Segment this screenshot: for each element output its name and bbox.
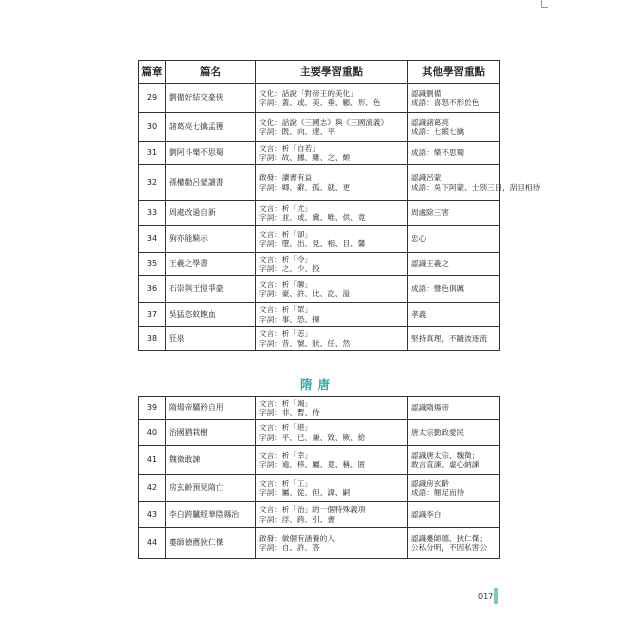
chapter-number: 29 <box>139 84 166 113</box>
main-focus-line: 字詞：墮、出、見、相、目、馨 <box>259 239 366 248</box>
main-focus-line: 文言：析「聊」 <box>259 279 313 289</box>
other-focus-line: 認識房玄齡 <box>411 478 449 488</box>
other-focus-cell <box>408 475 500 502</box>
other-focus-line: 堅持真理，不隨波逐流 <box>411 333 487 343</box>
main-focus-line: 字詞：豪、許、比、訖、溢 <box>259 289 351 298</box>
other-focus-line: 成語：翹足而待 <box>411 488 465 497</box>
other-focus-line: 認識呂蒙 <box>411 173 442 183</box>
main-focus-cell <box>256 502 408 528</box>
other-focus-cell <box>408 276 500 303</box>
other-focus-cell <box>408 113 500 142</box>
main-focus-line: 字詞：平、已、兼、致、厥、給 <box>259 432 366 442</box>
table-row <box>139 165 500 201</box>
main-focus-line: 文言：析「竭」 <box>259 398 313 408</box>
page-number: 017 <box>478 592 494 601</box>
main-focus-cell <box>256 84 408 113</box>
main-focus-cell <box>256 113 408 142</box>
other-focus-cell <box>408 303 500 327</box>
chapter-number: 40 <box>139 420 166 446</box>
lesson-title: 隋煬帝驕矜自用 <box>166 397 256 420</box>
table-row <box>139 201 500 226</box>
lesson-title: 婁師德薦狄仁傑 <box>166 528 256 559</box>
other-focus-line: 成語：聲色俱厲 <box>411 284 465 294</box>
other-focus-line: 公私分明，不因私害公 <box>411 543 487 552</box>
main-focus-line: 字詞：既、向、達、平 <box>259 127 335 136</box>
chapter-number: 38 <box>139 327 166 351</box>
header-other-focus: 其他學習重點 <box>408 61 500 84</box>
table-row <box>139 276 500 303</box>
main-focus-cell <box>256 446 408 475</box>
chapter-number: 30 <box>139 113 166 142</box>
table-body-top <box>139 84 541 351</box>
lesson-title: 吳猛恣蚊飽血 <box>166 303 256 327</box>
other-focus-cell <box>408 84 500 113</box>
lesson-title: 狗亦能騎示 <box>166 226 256 253</box>
chapter-number: 35 <box>139 253 166 276</box>
lesson-title: 王羲之學書 <box>166 253 256 276</box>
main-focus-line: 字詞：非、暫、侍 <box>259 408 320 417</box>
lesson-title: 狂泉 <box>166 327 256 351</box>
chapter-number: 39 <box>139 397 166 420</box>
main-focus-cell <box>256 420 408 446</box>
other-focus-line: 認識劉備 <box>411 88 442 98</box>
other-focus-line: 認識唐太宗、魏徵； <box>411 450 480 460</box>
chapter-number: 33 <box>139 201 166 226</box>
page-accent-bar <box>494 588 498 604</box>
main-focus-line: 字詞：故、據、雖、之、頗 <box>259 153 351 162</box>
other-focus-line: 成語：喜怒不形於色 <box>411 98 480 107</box>
other-focus-line: 認識王羲之 <box>411 259 449 269</box>
chapter-number: 31 <box>139 142 166 165</box>
table-row <box>139 253 500 276</box>
other-focus-line: 孝義 <box>411 309 427 319</box>
main-focus-cell <box>256 475 408 502</box>
section-title: 隋唐 <box>300 377 336 392</box>
main-focus-line: 文言：析「尤」 <box>259 203 313 213</box>
table-row <box>139 446 500 475</box>
other-focus-line: 唐太宗勤政愛民 <box>411 427 465 437</box>
lessons-table-bottom <box>138 396 500 559</box>
lesson-title: 周處改過自新 <box>166 201 256 226</box>
other-focus-line: 成語：樂不思蜀 <box>411 148 465 158</box>
other-focus-cell <box>408 420 500 446</box>
table-row <box>139 113 500 142</box>
chapter-number: 42 <box>139 475 166 502</box>
other-focus-line: 周處除三害 <box>411 208 449 218</box>
main-focus-line: 文言：析「治」的一個特殊義項 <box>259 505 366 515</box>
table-row <box>139 397 500 420</box>
main-focus-cell <box>256 165 408 201</box>
lesson-title: 石崇與王愷爭豪 <box>166 276 256 303</box>
chapter-number: 34 <box>139 226 166 253</box>
other-focus-cell <box>408 226 500 253</box>
other-focus-line: 認識隋煬帝 <box>411 403 449 413</box>
chapter-number: 44 <box>139 528 166 559</box>
other-focus-cell <box>408 502 500 528</box>
main-focus-line: 字詞：昔、號、狀、任、然 <box>259 338 351 348</box>
main-focus-line: 字詞：逾、移、屬、竟、稱、匿 <box>259 460 366 469</box>
other-focus-cell <box>408 165 541 201</box>
table-row <box>139 84 500 113</box>
main-focus-line: 字詞：屬、從、但、諱、嗣 <box>259 488 351 497</box>
other-focus-line: 成語：七縱七擒 <box>411 127 465 136</box>
table-row <box>139 528 500 559</box>
main-focus-line: 文言：析「工」 <box>259 478 313 488</box>
corner-crop-mark <box>541 0 548 8</box>
main-focus-line: 啟發：做個有涵養的人 <box>259 533 335 543</box>
main-focus-line: 字詞：蓋、或、美、垂、顧、形、色 <box>259 98 381 107</box>
main-focus-line: 字詞：卿、辭、孤、就、更 <box>259 182 351 192</box>
table-row <box>139 303 500 327</box>
lesson-title: 治國猶栽樹 <box>166 420 256 446</box>
main-focus-cell <box>256 276 408 303</box>
main-focus-cell <box>256 253 408 276</box>
main-focus-line: 字詞：浮、跨、引、書 <box>259 514 335 524</box>
main-focus-cell <box>256 397 408 420</box>
main-focus-line: 文言：析「卻」 <box>259 229 313 239</box>
main-focus-line: 文言：析「眾」 <box>259 305 313 315</box>
other-focus-cell <box>408 528 500 559</box>
lesson-title: 李白跨驢經華陰縣治 <box>166 502 256 528</box>
other-focus-cell <box>408 201 500 226</box>
chapter-number: 43 <box>139 502 166 528</box>
chapter-number: 41 <box>139 446 166 475</box>
main-focus-cell <box>256 226 408 253</box>
main-focus-line: 文言：析「幸」 <box>259 450 313 460</box>
lesson-title: 房玄齡預見隋亡 <box>166 475 256 502</box>
main-focus-cell <box>256 201 408 226</box>
table-row <box>139 226 500 253</box>
main-focus-line: 字詞：之、少、投 <box>259 264 320 273</box>
lesson-title: 劉阿斗樂不思蜀 <box>166 142 256 165</box>
other-focus-line: 忠心 <box>411 234 427 244</box>
lesson-title: 魏徵敢諫 <box>166 446 256 475</box>
other-focus-cell <box>408 327 500 351</box>
main-focus-line: 啟發：讀書有益 <box>259 173 313 183</box>
table-row <box>139 327 500 351</box>
chapter-number: 36 <box>139 276 166 303</box>
table-header-row <box>139 61 500 84</box>
table-row <box>139 502 500 528</box>
other-focus-cell <box>408 253 500 276</box>
other-focus-line: 認識婁師德、狄仁傑； <box>411 533 487 543</box>
main-focus-cell <box>256 528 408 559</box>
lessons-table-top <box>138 60 541 351</box>
main-focus-cell <box>256 303 408 327</box>
main-focus-cell <box>256 327 408 351</box>
other-focus-line: 認識諸葛亮 <box>411 117 449 127</box>
main-focus-line: 文言：析「堪」 <box>259 423 313 433</box>
table-body-bottom <box>139 397 500 559</box>
main-focus-line: 文化：話說「對帝王的美化」 <box>259 88 358 98</box>
main-focus-line: 文言：析「自若」 <box>259 143 320 153</box>
lesson-title: 劉備好結交豪俠 <box>166 84 256 113</box>
main-focus-line: 字詞：事、恐、揮 <box>259 314 320 324</box>
other-focus-line: 認識李白 <box>411 509 442 519</box>
other-focus-line: 敢言直諫、虛心納諫 <box>411 460 480 469</box>
other-focus-cell <box>408 397 500 420</box>
main-focus-cell <box>256 142 408 165</box>
header-chapter: 篇章 <box>139 61 166 84</box>
main-focus-line: 字詞：自、許、答 <box>259 543 320 552</box>
lesson-title: 孫權勸呂蒙讀書 <box>166 165 256 201</box>
header-main-focus: 主要學習重點 <box>256 61 408 84</box>
main-focus-line: 文言：析「令」 <box>259 254 313 264</box>
other-focus-line: 成語：吳下阿蒙、士別三日，刮目相待 <box>411 182 541 192</box>
table-row <box>139 420 500 446</box>
lesson-title: 諸葛亮七擒孟獲 <box>166 113 256 142</box>
chapter-number: 32 <box>139 165 166 201</box>
main-focus-line: 文化：話說《三國志》與《三國演義》 <box>259 117 389 127</box>
other-focus-cell <box>408 446 500 475</box>
other-focus-cell <box>408 142 500 165</box>
table-row <box>139 142 500 165</box>
main-focus-line: 字詞：並、或、冀、唯、供、竟 <box>259 213 366 222</box>
main-focus-line: 文言：析「恙」 <box>259 329 313 339</box>
table-row <box>139 475 500 502</box>
chapter-number: 37 <box>139 303 166 327</box>
header-title: 篇名 <box>166 61 256 84</box>
